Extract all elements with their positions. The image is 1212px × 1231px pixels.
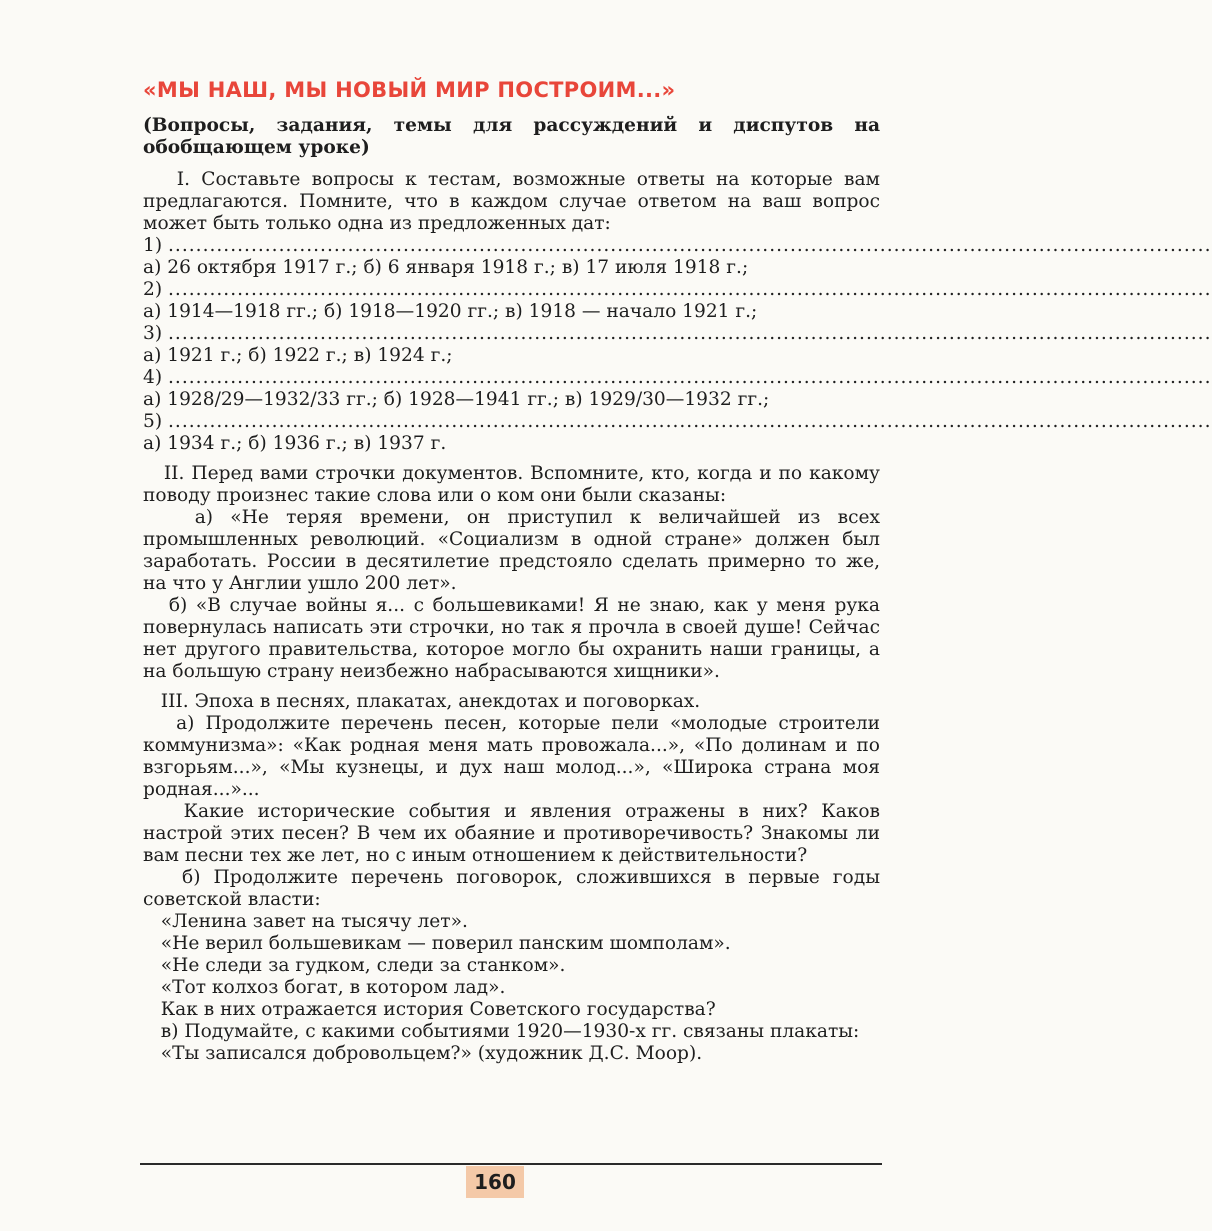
saying-2 <box>143 933 880 955</box>
task-b <box>143 867 880 911</box>
question-number: 3) <box>143 323 163 344</box>
task-a-questions-text: Какие исторические события и явления отражены в них? Каков настрой этих песен? В чем их обаяние и противоречивость? Знакомы ли вам песни тех же лет, но с иным отношением к действительности? <box>143 801 880 866</box>
section-1-numeral: I. <box>176 169 190 190</box>
question-number: 2) <box>143 279 163 300</box>
test-item-3 <box>143 323 1212 367</box>
question-line-1 <box>143 235 1212 257</box>
question-number: 5) <box>143 411 163 432</box>
answer-options: а) 1934 г.; б) 1936 г.; в) 1937 г. <box>143 433 447 454</box>
answer-blank: ....................................................................................................................................................... <box>168 323 1212 344</box>
answer-options: а) 1921 г.; б) 1922 г.; в) 1924 г.; <box>143 345 453 366</box>
saying-text: «Ленина завет на тысячу лет». <box>160 911 468 932</box>
saying-3 <box>143 955 880 977</box>
section-2-intro-text: Перед вами строчки документов. Вспомните, кто, когда и по какому поводу произнес такие слова или о ком они были сказаны: <box>143 463 880 506</box>
document-quote-b-text: б) «В случае войны я... с большевиками! Я не знаю, как у меня рука повернулась написать эти строчки, но так я прочла в своей душе! Сейчас нет другого правительства, которое могло бы охранить наши границы, а на большую страну неизбежно набрасываются хищники». <box>143 595 880 682</box>
section-2-intro <box>143 463 880 507</box>
saying-text: «Не следи за гудком, следи за станком». <box>160 955 566 976</box>
task-b-question-text: Как в них отражается история Советского государства? <box>160 999 716 1020</box>
page-content <box>143 115 1212 1065</box>
document-quote-b <box>143 595 880 683</box>
answer-options: а) 26 октября 1917 г.; б) 6 января 1918 г.; в) 17 июля 1918 г.; <box>143 257 749 278</box>
test-item-2 <box>143 279 1212 323</box>
question-line-2 <box>143 279 1212 301</box>
section-3-intro <box>143 691 880 713</box>
task-c <box>143 1021 880 1043</box>
task-b-question <box>143 999 880 1021</box>
section-title: «МЫ НАШ, МЫ НОВЫЙ МИР ПОСТРОИМ...» <box>143 78 676 102</box>
page-number: 160 <box>466 1166 524 1198</box>
answer-options: а) 1914—1918 гг.; б) 1918—1920 гг.; в) 1918 — начало 1921 г.; <box>143 301 758 322</box>
question-line-3 <box>143 323 1212 345</box>
saying-text: «Не верил большевикам — поверил панским шомполам». <box>160 933 731 954</box>
task-a-questions <box>143 801 880 867</box>
answer-blank: ....................................................................................................................................................... <box>168 411 1212 432</box>
section-3-numeral: III. <box>160 691 189 712</box>
section-1-intro <box>143 169 880 235</box>
section-1-intro-text: Составьте вопросы к тестам, возможные ответы на которые вам предлагаются. Помните, что в каждом случае ответом на ваш вопрос может быть только одна из предложенных дат: <box>143 169 880 234</box>
answer-blank: ....................................................................................................................................................... <box>168 367 1212 388</box>
saying-4 <box>143 977 880 999</box>
test-item-5 <box>143 411 1212 455</box>
document-quote-a-text: а) «Не теряя времени, он приступил к величайшей из всех промышленных революций. «Социализм в одной стране» должен был заработать. России в десятилетие предстояло сделать примерно то же, на что у Англии ушло 200 лет». <box>143 507 880 594</box>
question-number: 1) <box>143 235 163 256</box>
poster-text: «Ты записался добровольцем?» (художник Д.С. Моор). <box>160 1043 703 1064</box>
section-3-intro-text: Эпоха в песнях, плакатах, анекдотах и поговорках. <box>194 691 701 712</box>
footer-divider <box>140 1163 882 1165</box>
task-b-text: б) Продолжите перечень поговорок, сложившихся в первые годы советской власти: <box>143 867 880 910</box>
answer-options: а) 1928/29—1932/33 гг.; б) 1928—1941 гг.; в) 1929/30—1932 гг.; <box>143 389 770 410</box>
task-c-text: в) Подумайте, с какими событиями 1920—1930-х гг. связаны плакаты: <box>160 1021 860 1042</box>
question-number: 4) <box>143 367 163 388</box>
poster-item <box>143 1043 880 1065</box>
answer-blank: ....................................................................................................................................................... <box>168 235 1212 256</box>
saying-1 <box>143 911 880 933</box>
task-a <box>143 713 880 801</box>
test-item-4 <box>143 367 1212 411</box>
test-item-1 <box>143 235 1212 279</box>
section-subtitle: (Вопросы, задания, темы для рассуждений и диспутов на обобщающем уроке) <box>143 115 880 158</box>
document-quote-a <box>143 507 880 595</box>
saying-text: «Тот колхоз богат, в котором лад». <box>160 977 506 998</box>
answer-blank: ....................................................................................................................................................... <box>168 279 1212 300</box>
question-line-5 <box>143 411 1212 433</box>
section-2-numeral: II. <box>163 463 185 484</box>
question-line-4 <box>143 367 1212 389</box>
task-a-text: а) Продолжите перечень песен, которые пели «молодые строители коммунизма»: «Как родная меня мать провожала...», «По долинам и по взгорьям...», «Мы кузнецы, и дух наш молод...», «Широка страна моя родная...»... <box>143 713 881 800</box>
